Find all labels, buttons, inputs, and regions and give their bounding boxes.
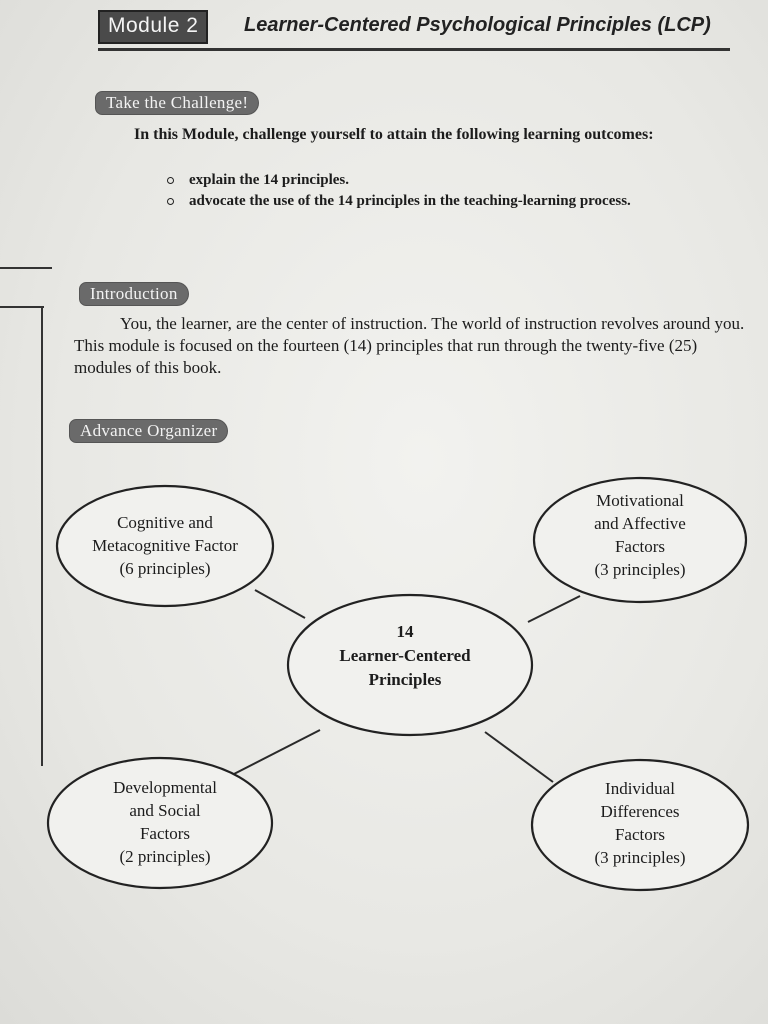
node-line: Factors xyxy=(139,824,191,843)
connector-line xyxy=(255,590,305,618)
node-line: Developmental xyxy=(113,778,217,797)
module-title: Learner-Centered Psychological Principles (LCP) xyxy=(244,14,711,36)
challenge-section-label: Take the Challenge! xyxy=(96,92,258,114)
connector-line xyxy=(528,596,580,622)
center-node-line: Principles xyxy=(368,670,442,689)
motivational-node-label xyxy=(540,489,740,581)
connector-line xyxy=(232,730,320,775)
node-line: Cognitive and xyxy=(117,513,213,532)
node-line: (3 principles) xyxy=(594,848,686,867)
list-item: advocate the use of the 14 principles in the teaching-learning process. xyxy=(164,191,762,212)
node-line: Individual xyxy=(605,779,675,798)
node-line: (3 principles) xyxy=(594,560,686,579)
individual-node-label xyxy=(540,777,740,869)
node-line: Differences xyxy=(600,802,680,821)
center-node-label xyxy=(310,620,500,692)
node-line: Factors xyxy=(614,537,666,556)
center-node-line: 14 xyxy=(396,622,414,641)
challenge-intro-text: In this Module, challenge yourself to attain the following learning outcomes: xyxy=(134,126,654,143)
node-line: Factors xyxy=(614,825,666,844)
introduction-text: You, the learner, are the center of instruction. The world of instruction revolves around you. This module is focused on the fourteen (14) principles that run through the twenty-five (25) modules of this book. xyxy=(74,314,745,377)
node-line: and Affective xyxy=(594,514,686,533)
advance-organizer-label: Advance Organizer xyxy=(70,420,227,442)
node-line: and Social xyxy=(129,801,201,820)
module-label: Module 2 xyxy=(98,10,208,44)
node-line: Metacognitive Factor xyxy=(92,536,238,555)
introduction-section-label: Introduction xyxy=(80,283,188,305)
node-line: (2 principles) xyxy=(119,847,211,866)
node-line: (6 principles) xyxy=(119,559,211,578)
list-item: explain the 14 principles. xyxy=(164,170,762,191)
cognitive-node-label xyxy=(60,511,270,580)
center-node-line: Learner-Centered xyxy=(339,646,471,665)
node-line: Motivational xyxy=(596,491,684,510)
connector-line xyxy=(485,732,553,782)
developmental-node-label xyxy=(60,776,270,868)
